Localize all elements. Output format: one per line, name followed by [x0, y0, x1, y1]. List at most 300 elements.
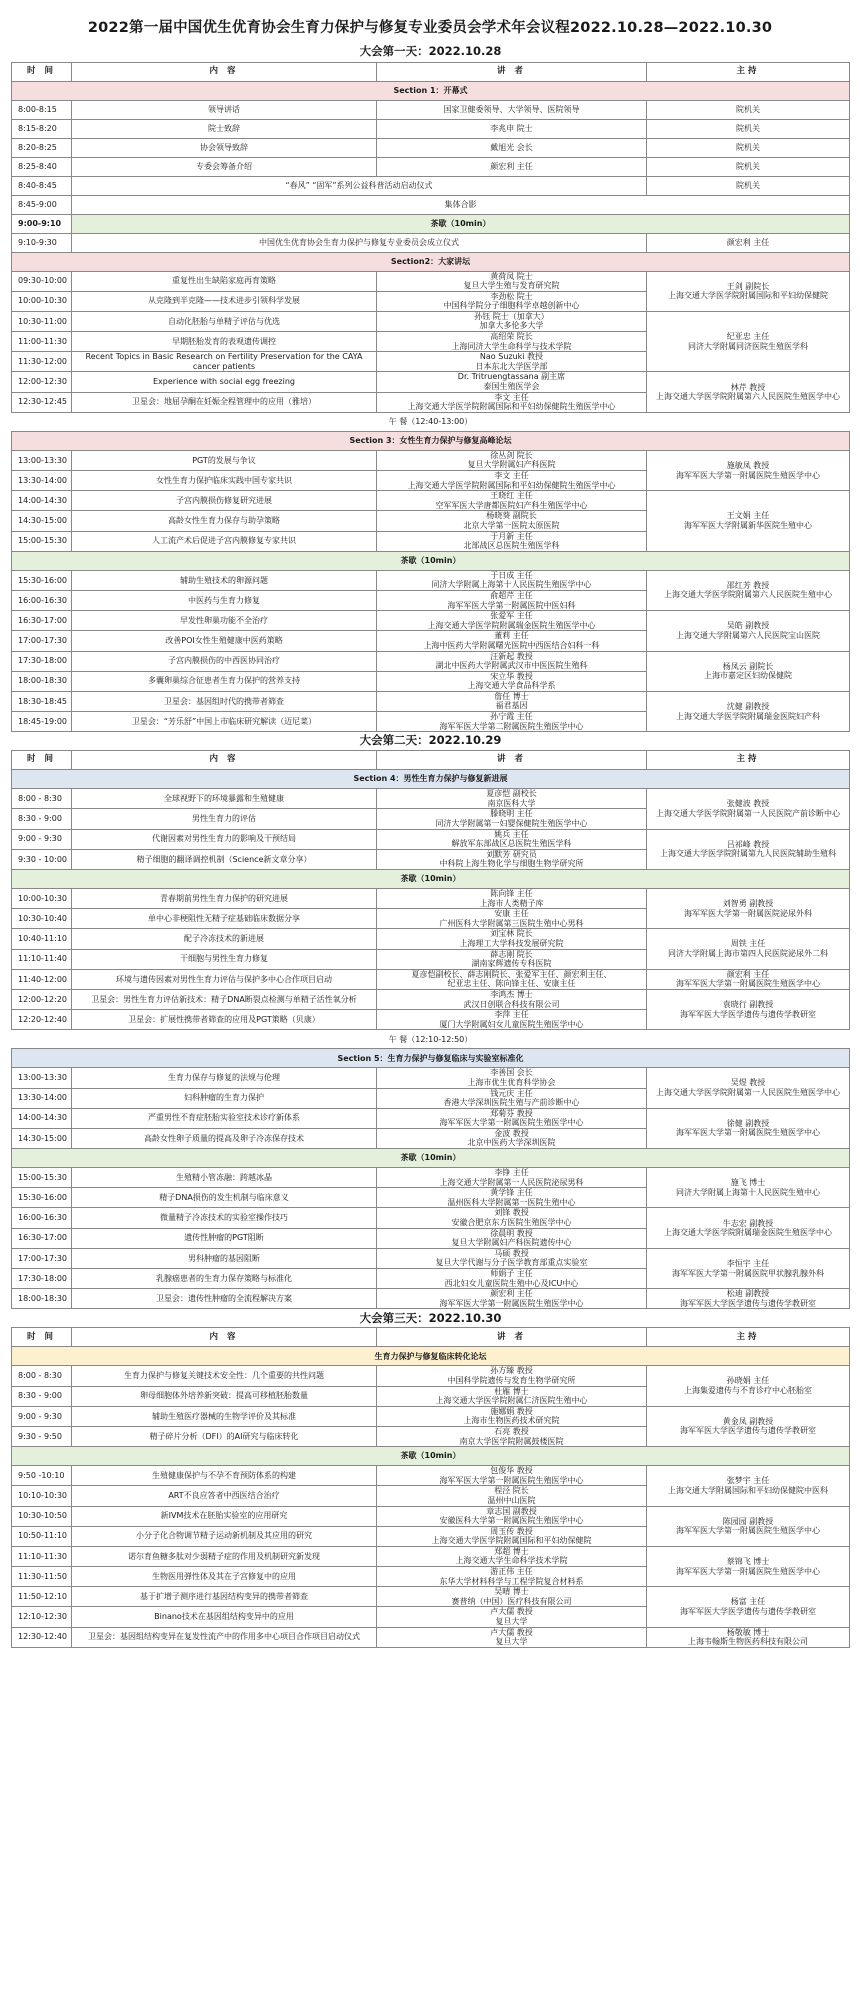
section-title: Section 4：男性生育力保护与修复新进展 — [12, 770, 850, 789]
header-row — [12, 62, 850, 81]
section-row — [12, 1149, 850, 1168]
time-cell: 9:30 - 10:00 — [12, 849, 72, 869]
session-content: 代谢因素对男性生育力的影响及干预结局 — [72, 829, 377, 849]
speaker-cell: 于日成 主任 同济大学附属上海第十人民医院生殖医学中心 — [377, 570, 647, 590]
time-cell: 9:00 - 9:30 — [12, 829, 72, 849]
speaker-cell: 刘锋 教授 安徽合肥京东方医院生殖医学中心 — [377, 1208, 647, 1228]
time-cell: 15:00-15:30 — [12, 1168, 72, 1188]
section-title: 茶歇（10min） — [12, 1447, 850, 1466]
session-content: 高龄女性卵子质量的提高及卵子冷冻保存技术 — [72, 1128, 377, 1148]
host-cell: 牛志宏 副教授 上海交通大学医学院附属瑞金医院生殖医学中心 — [647, 1208, 850, 1248]
header-speaker: 讲 者 — [377, 1328, 647, 1347]
speaker-cell: 张爱军 主任 上海交通大学医学院附属瑞金医院生殖医学中心 — [377, 611, 647, 631]
time-cell: 13:00-13:30 — [12, 1068, 72, 1088]
day-title: 大会第一天：2022.10.28 — [12, 43, 850, 62]
time-cell: 8:30 - 9:00 — [12, 1386, 72, 1406]
speaker-cell: 马硕 教授 复旦大学代谢与分子医学教育部重点实验室 — [377, 1248, 647, 1268]
session-content: 早期胚胎发育的表观遗传调控 — [72, 332, 377, 352]
time-cell: 13:30-14:00 — [12, 471, 72, 491]
speaker-cell: 李文 主任 上海交通大学医学院附属国际和平妇幼保健院生殖医学中心 — [377, 471, 647, 491]
time-cell: 16:30-17:00 — [12, 611, 72, 631]
section-row — [12, 1347, 850, 1366]
session-content: 辅助生殖技术的卵源问题 — [72, 570, 377, 590]
speaker-cell: 宋立华 教授 上海交通大学食品科学系 — [377, 671, 647, 691]
host-cell: 蔡锦飞 博士 海军军医大学第一附属医院生殖医学中心 — [647, 1546, 850, 1586]
host-cell: 张梦宇 主任 上海交通大学附属国际和平妇幼保健院中医科 — [647, 1466, 850, 1506]
header-time: 时 间 — [12, 1328, 72, 1347]
session-content: 子宫内膜损伤的中西医协同治疗 — [72, 651, 377, 671]
session-content: 专委会筹备介绍 — [72, 157, 377, 176]
section-title: Section 3：女性生育力保护与修复高峰论坛 — [12, 431, 850, 450]
host-cell: 院机关 — [647, 138, 850, 157]
speaker-cell: 石亮 教授 南京大学医学院附属鼓楼医院 — [377, 1426, 647, 1446]
speaker-cell: 李萍 主任 厦门大学附属妇女儿童医院生殖医学中心 — [377, 1010, 647, 1030]
header-content: 内 容 — [72, 1328, 377, 1347]
day-row — [12, 1309, 850, 1328]
time-cell: 12:00-12:30 — [12, 372, 72, 392]
session-row — [12, 176, 850, 195]
time-cell: 10:30-10:50 — [12, 1506, 72, 1526]
time-cell: 14:00-14:30 — [12, 1108, 72, 1128]
lunch-break: 午 餐（12:40-13:00） — [12, 412, 850, 431]
session-content: Experience with social egg freezing — [72, 372, 377, 392]
time-cell: 11:30-11:50 — [12, 1567, 72, 1587]
session-row — [12, 611, 850, 631]
time-cell: 10:00-10:30 — [12, 291, 72, 311]
session-content: 男性生育力的评估 — [72, 809, 377, 829]
section-title: 茶歇（10min） — [12, 551, 850, 570]
section-row — [12, 1447, 850, 1466]
header-host: 主持 — [647, 1328, 850, 1347]
session-row — [12, 195, 850, 214]
time-cell: 17:00-17:30 — [12, 1248, 72, 1268]
section-row — [12, 870, 850, 889]
session-row — [12, 1466, 850, 1486]
session-content: 小分子化合物调节精子运动新机制及其应用的研究 — [72, 1526, 377, 1546]
session-content: 中医药与生育力修复 — [72, 590, 377, 610]
session-content: 生育力保护与修复关键技术安全性：几个重要的共性问题 — [72, 1366, 377, 1386]
time-cell: 9:00 - 9:30 — [12, 1406, 72, 1426]
host-cell: 纪亚忠 主任 同济大学附属同济医院生殖医学科 — [647, 311, 850, 372]
time-cell: 15:00-15:30 — [12, 531, 72, 551]
session-content: 早发性卵巢功能不全治疗 — [72, 611, 377, 631]
time-cell: 10:30-10:40 — [12, 909, 72, 929]
time-cell: 15:30-16:00 — [12, 1188, 72, 1208]
session-row — [12, 311, 850, 331]
session-content: 生物医用弹性体及其在子宫修复中的应用 — [72, 1567, 377, 1587]
time-cell: 9:30 - 9:50 — [12, 1426, 72, 1446]
speaker-cell: 徐丛剑 院长 复旦大学附属妇产科医院 — [377, 450, 647, 470]
header-row — [12, 751, 850, 770]
session-content: 卫星会：基因组结构变异在复发性流产中的作用多中心项目合作项目启动仪式 — [72, 1627, 377, 1647]
session-content: 精子细胞的翻译调控机制（Science新文章分享） — [72, 849, 377, 869]
host-cell: 杨敬敏 博士 上海韦翰斯生物医药科技有限公司 — [647, 1627, 850, 1647]
agenda-table — [11, 43, 850, 1648]
time-cell: 10:00-10:30 — [12, 889, 72, 909]
host-cell: 院机关 — [647, 157, 850, 176]
session-content: 自动化胚胎与单精子评估与优选 — [72, 311, 377, 331]
speaker-cell: 安康 主任 广州医科大学附属第三医院生殖中心男科 — [377, 909, 647, 929]
speaker-cell: 李铮 主任 上海交通大学附属第一人民医院泌尿男科 — [377, 1168, 647, 1188]
session-content: 辅助生殖医疗器械的生物学评价及其标准 — [72, 1406, 377, 1426]
time-cell: 11:30-12:00 — [12, 352, 72, 372]
speaker-cell: 钱元庆 主任 香港大学深圳医院生殖与产前诊断中心 — [377, 1088, 647, 1108]
host-cell: 陈园园 副教授 海军军医大学第一附属医院生殖医学中心 — [647, 1506, 850, 1546]
lunch-row — [12, 412, 850, 431]
session-content: “春风” “固军”系列公益科普活动启动仪式 — [72, 176, 647, 195]
session-content: 卫星会：男性生育力评估新技术：精子DNA断裂点检测与单精子活性氧分析 — [72, 989, 377, 1009]
host-cell: 徐健 副教授 海军军医大学第一附属医院生殖医学中心 — [647, 1108, 850, 1148]
session-content: 单中心非梗阻性无精子症基础临床数据分享 — [72, 909, 377, 929]
session-content: 协会领导致辞 — [72, 138, 377, 157]
speaker-cell: 孙宁霞 主任 海军军医大学第二附属医院生殖医学中心 — [377, 712, 647, 732]
session-row — [12, 1108, 850, 1128]
session-content: 新IVM技术在胚胎实验室的应用研究 — [72, 1506, 377, 1526]
speaker-cell: 颜宏利 主任 海军军医大学第一附属医院生殖医学中心 — [377, 1289, 647, 1309]
time-cell: 18:30-18:45 — [12, 691, 72, 711]
time-cell: 09:30-10:00 — [12, 271, 72, 291]
session-content: 子宫内膜损伤修复研究进展 — [72, 491, 377, 511]
speaker-cell: 滕晓明 主任 同济大学附属第一妇婴保健院生殖医学中心 — [377, 809, 647, 829]
section-row — [12, 431, 850, 450]
speaker-cell: 颜宏利 主任 — [377, 157, 647, 176]
session-content: 基于扩增子测序进行基因结构变异的携带者筛查 — [72, 1587, 377, 1607]
time-cell: 9:00-9:10 — [12, 214, 72, 233]
session-content: 卫星会：扩展性携带者筛查的应用及PGT策略（贝康） — [72, 1010, 377, 1030]
host-cell: 吕祁峰 教授 上海交通大学医学院附属第九人民医院辅助生殖科 — [647, 829, 850, 869]
speaker-cell: 夏彦恺 副校长 南京医科大学 — [377, 789, 647, 809]
host-cell: 施敏凤 教授 海军军医大学第一附属医院生殖医学中心 — [647, 450, 850, 490]
lunch-row — [12, 1030, 850, 1049]
session-content: 青春期前男性生育力保护的研究进展 — [72, 889, 377, 909]
speaker-cell: 卢大儒 教授 复旦大学 — [377, 1607, 647, 1627]
session-content: 生育力保存与修复的法规与伦理 — [72, 1068, 377, 1088]
session-row — [12, 1366, 850, 1386]
session-content: 院士致辞 — [72, 119, 377, 138]
host-cell: 院机关 — [647, 100, 850, 119]
session-content: 生殖健康保护与不孕不育预防体系的构建 — [72, 1466, 377, 1486]
header-content: 内 容 — [72, 62, 377, 81]
session-content: 配子冷冻技术的新进展 — [72, 929, 377, 949]
speaker-cell: 卢大儒 教授 复旦大学 — [377, 1627, 647, 1647]
header-host: 主持 — [647, 62, 850, 81]
host-cell: 颜宏利 主任 — [647, 233, 850, 252]
session-row — [12, 1068, 850, 1088]
speaker-cell: 郑超 博士 上海交通大学生命科学技术学院 — [377, 1546, 647, 1566]
speaker-cell: 俞超芹 主任 海军军医大学第一附属医院中医妇科 — [377, 590, 647, 610]
speaker-cell: 李善国 会长 上海市优生优育科学协会 — [377, 1068, 647, 1088]
header-time: 时 间 — [12, 62, 72, 81]
speaker-cell: 戴旭光 会长 — [377, 138, 647, 157]
time-cell: 8:00 - 8:30 — [12, 789, 72, 809]
time-cell: 11:40-12:00 — [12, 969, 72, 989]
time-cell: 11:00-11:30 — [12, 332, 72, 352]
speaker-cell: 汪新起 教授 湖北中医药大学附属武汉市中医医院生殖科 — [377, 651, 647, 671]
speaker-cell: 郑菊芬 教授 海军军医大学第一附属医院生殖医学中心 — [377, 1108, 647, 1128]
session-row — [12, 651, 850, 671]
session-content: PGT的发展与争议 — [72, 450, 377, 470]
speaker-cell: 师娟子 主任 西北妇女儿童医院生殖中心及ICU中心 — [377, 1269, 647, 1289]
time-cell: 14:30-15:00 — [12, 1128, 72, 1148]
session-content: 中国优生优育协会生育力保护与修复专业委员会成立仪式 — [72, 233, 647, 252]
speaker-cell: 包俊华 教授 海军军医大学第一附属医院生殖医学中心 — [377, 1466, 647, 1486]
host-cell: 颜宏利 主任 海军军医大学第一附属医院生殖医学中心 — [647, 969, 850, 989]
speaker-cell: 姚兵 主任 解放军东部战区总医院生殖医学科 — [377, 829, 647, 849]
session-content: 多囊卵巢综合征患者生育力保护的营养支持 — [72, 671, 377, 691]
speaker-cell: 高绍荣 院长 上海同济大学生命科学与技术学院 — [377, 332, 647, 352]
section-row — [12, 770, 850, 789]
session-content: ART不良应答者中西医结合治疗 — [72, 1486, 377, 1506]
host-cell: 周铁 主任 同济大学附属上海市第四人民医院泌尿外二科 — [647, 929, 850, 969]
session-row — [12, 570, 850, 590]
host-cell: 院机关 — [647, 176, 850, 195]
header-host: 主持 — [647, 751, 850, 770]
time-cell: 11:10-11:30 — [12, 1546, 72, 1566]
host-cell: 施飞 博士 同济大学附属上海第十人民医院生殖中心 — [647, 1168, 850, 1208]
speaker-cell: 黄荷凤 院士 复旦大学生殖与发育研究院 — [377, 271, 647, 291]
session-row — [12, 100, 850, 119]
session-content: 卵母细胞体外培养新突破：提高可移植胚胎数量 — [72, 1386, 377, 1406]
session-row — [12, 1168, 850, 1188]
speaker-cell: 薛志刚 院长 湖南家辉遗传专科医院 — [377, 949, 647, 969]
section-row — [12, 252, 850, 271]
session-content: 男科肿瘤的基因阻断 — [72, 1248, 377, 1268]
session-row — [12, 1587, 850, 1607]
time-cell: 8:25-8:40 — [12, 157, 72, 176]
speaker-cell: 于月新 主任 北部战区总医院生殖医学科 — [377, 531, 647, 551]
session-content: 领导讲话 — [72, 100, 377, 119]
session-row — [12, 929, 850, 949]
speaker-cell: 李劲松 院士 中国科学院分子细胞科学卓越创新中心 — [377, 291, 647, 311]
session-row — [12, 829, 850, 849]
time-cell: 16:00-16:30 — [12, 590, 72, 610]
time-cell: 18:00-18:30 — [12, 671, 72, 691]
session-row — [12, 119, 850, 138]
session-content: 微量精子冷冻技术的实验室操作技巧 — [72, 1208, 377, 1228]
session-row — [12, 989, 850, 1009]
session-row — [12, 491, 850, 511]
lunch-break: 午 餐（12:10-12:50） — [12, 1030, 850, 1049]
time-cell: 12:10-12:30 — [12, 1607, 72, 1627]
session-content: 全球视野下的环境暴露和生殖健康 — [72, 789, 377, 809]
speaker-cell: 杜雁 博士 上海交通大学医学院附属仁济医院生殖中心 — [377, 1386, 647, 1406]
host-cell: 松迪 副教授 海军军医大学医学遗传与遗传学教研室 — [647, 1289, 850, 1309]
session-content: 人工流产术后促进子宫内膜修复专家共识 — [72, 531, 377, 551]
host-cell: 王文娟 主任 海军军医大学附属新华医院生殖中心 — [647, 491, 850, 552]
time-cell: 9:50 -10:10 — [12, 1466, 72, 1486]
host-cell: 王剑 副院长 上海交通大学医学院附属国际和平妇幼保健院 — [647, 271, 850, 311]
section-title: 茶歇（10min） — [12, 1149, 850, 1168]
document-title: 2022第一届中国优生优育协会生育力保护与修复专业委员会学术年会议程2022.10.28—2022.10.30 — [87, 20, 773, 36]
time-cell: 17:30-18:00 — [12, 651, 72, 671]
host-cell: 张健波 教授 上海交通大学医学院附属第一人民医院产前诊断中心 — [647, 789, 850, 829]
session-row — [12, 450, 850, 470]
speaker-cell: 黄学锋 主任 温州医科大学附属第一医院生殖中心 — [377, 1188, 647, 1208]
time-cell: 12:00-12:20 — [12, 989, 72, 1009]
time-cell: 18:45-19:00 — [12, 712, 72, 732]
time-cell: 10:50-11:10 — [12, 1526, 72, 1546]
session-content: 生殖精小管冻融：跨越冰晶 — [72, 1168, 377, 1188]
time-cell: 15:30-16:00 — [12, 570, 72, 590]
session-row — [12, 789, 850, 809]
session-content: 卫星会：遗传性肿瘤的全流程解决方案 — [72, 1289, 377, 1309]
session-row — [12, 1208, 850, 1228]
host-cell: 邵红芳 教授 上海交通大学医学院附属第六人民医院生殖中心 — [647, 570, 850, 610]
speaker-cell: 金波 教授 北京中医药大学深圳医院 — [377, 1128, 647, 1148]
section-row — [12, 81, 850, 100]
header-speaker: 讲 者 — [377, 751, 647, 770]
time-cell: 8:40-8:45 — [12, 176, 72, 195]
speaker-cell: 王晓红 主任 空军军医大学唐都医院妇产科生殖医学中心 — [377, 491, 647, 511]
speaker-cell: 吴晴 博士 赛普纳（中国）医疗科技有限公司 — [377, 1587, 647, 1607]
host-cell: 吴煜 教授 上海交通大学医学院附属第一人民医院生殖医学中心 — [647, 1068, 850, 1108]
speaker-cell: 李文 主任 上海交通大学医学院附属国际和平妇幼保健院生殖医学中心 — [377, 392, 647, 412]
session-content: 严重男性不育症胚胎实验室技术诊疗新体系 — [72, 1108, 377, 1128]
speaker-cell: 国家卫健委领导、大学领导、医院领导 — [377, 100, 647, 119]
agenda-tables — [11, 43, 849, 1648]
time-cell: 10:10-10:30 — [12, 1486, 72, 1506]
day-row — [12, 43, 850, 62]
session-row — [12, 1406, 850, 1426]
session-row — [12, 1627, 850, 1647]
session-content: 妇科肿瘤的生育力保护 — [72, 1088, 377, 1108]
speaker-cell: 程泾 院长 温州中山医院 — [377, 1486, 647, 1506]
session-content: 女性生育力保护临床实践中国专家共识 — [72, 471, 377, 491]
session-content: Recent Topics in Basic Research on Fertility Preservation for the CAYA cancer patients — [72, 352, 377, 372]
session-content: 精子碎片分析（DFI）的AI研究与临床转化 — [72, 1426, 377, 1446]
session-row — [12, 969, 850, 989]
speaker-cell: 李鸿杰 博士 武汉日创联合科技有限公司 — [377, 989, 647, 1009]
speaker-cell: Nao Suzuki 教授 日本东北大学医学部 — [377, 352, 647, 372]
host-cell: 院机关 — [647, 119, 850, 138]
host-cell: 刘智勇 副教授 海军军医大学第一附属医院泌尿外科 — [647, 889, 850, 929]
section-title: 茶歇（10min） — [72, 214, 850, 233]
session-content: 卫星会：地屈孕酮在妊娠全程管理中的应用（雅培） — [72, 392, 377, 412]
time-cell: 13:30-14:00 — [12, 1088, 72, 1108]
session-row — [12, 1506, 850, 1526]
host-cell: 袁晓行 副教授 海军军医大学医学遗传与遗传学教研室 — [647, 989, 850, 1029]
time-cell: 17:00-17:30 — [12, 631, 72, 651]
section-title: 生育力保护与修复临床转化论坛 — [12, 1347, 850, 1366]
session-row — [12, 889, 850, 909]
time-cell: 8:30 - 9:00 — [12, 809, 72, 829]
speaker-cell: Dr. Tritruengtassana 副主席 泰国生殖医学会 — [377, 372, 647, 392]
session-content: 高龄女性生育力保存与助孕策略 — [72, 511, 377, 531]
session-content: 卫星会：“芳乐舒”中国上市临床研究解读（迈尼菜） — [72, 712, 377, 732]
speaker-cell: 周玉传 教授 上海交通大学医学院附属国际和平妇幼保健院 — [377, 1526, 647, 1546]
session-content: 诺尔育鱼糖多肽对少弱精子症的作用及机制研究新发现 — [72, 1546, 377, 1566]
day-title: 大会第二天：2022.10.29 — [12, 732, 850, 751]
session-row — [12, 271, 850, 291]
header-time: 时 间 — [12, 751, 72, 770]
speaker-cell: 夏彦恺副校长、薛志刚院长、张爱军主任、颜宏利主任、 纪亚忠主任、陈向锋主任、安康主任 — [377, 969, 647, 989]
speaker-cell: 徐晨明 教授 复旦大学附属妇产科医院遗传中心 — [377, 1228, 647, 1248]
session-content: 重复性出生缺陷家庭再育策略 — [72, 271, 377, 291]
time-cell: 14:30-15:00 — [12, 511, 72, 531]
speaker-cell: 詹任 博士 福君基因 — [377, 691, 647, 711]
section-row — [12, 214, 850, 233]
speaker-cell: 陈向锋 主任 上海市人类精子库 — [377, 889, 647, 909]
speaker-cell: 董莉 主任 上海中医药大学附属曙光医院中西医结合妇科一科 — [377, 631, 647, 651]
session-content: 乳腺癌患者的生育力保存策略与标准化 — [72, 1269, 377, 1289]
speaker-cell: 施娜娟 教授 上海市生物医药技术研究院 — [377, 1406, 647, 1426]
time-cell: 9:10-9:30 — [12, 233, 72, 252]
session-row — [12, 372, 850, 392]
speaker-cell: 杨晓葵 副院长 北京大学第一医院太原医院 — [377, 511, 647, 531]
time-cell: 12:30-12:40 — [12, 1627, 72, 1647]
time-cell: 8:20-8:25 — [12, 138, 72, 157]
session-row — [12, 1289, 850, 1309]
time-cell: 12:30-12:45 — [12, 392, 72, 412]
header-content: 内 容 — [72, 751, 377, 770]
session-content: 环境与遗传因素对男性生育力评估与保护多中心合作项目启动 — [72, 969, 377, 989]
speaker-cell: 刘默芳 研究员 中科院上海生物化学与细胞生物学研究所 — [377, 849, 647, 869]
speaker-cell: 刘宝林 院长 上海理工大学科技发展研究院 — [377, 929, 647, 949]
host-cell: 杨凤云 副院长 上海市嘉定区妇幼保健院 — [647, 651, 850, 691]
host-cell: 黄金凤 副教授 海军军医大学医学遗传与遗传学教研室 — [647, 1406, 850, 1446]
session-content: 精子DNA损伤的发生机制与临床意义 — [72, 1188, 377, 1208]
section-title: Section2：大家讲坛 — [12, 252, 850, 271]
session-content: 从克隆到半克隆——技术进步引领科学发展 — [72, 291, 377, 311]
section-row — [12, 551, 850, 570]
speaker-cell: 游正伟 主任 东华大学材料科学与工程学院复合材料系 — [377, 1567, 647, 1587]
time-cell: 16:30-17:00 — [12, 1228, 72, 1248]
host-cell: 李恒宇 主任 海军军医大学第一附属医院甲状腺乳腺外科 — [647, 1248, 850, 1288]
host-cell: 孙晓娟 主任 上海集爱遗传与不育诊疗中心胚胎室 — [647, 1366, 850, 1406]
time-cell: 17:30-18:00 — [12, 1269, 72, 1289]
time-cell: 13:00-13:30 — [12, 450, 72, 470]
time-cell: 14:00-14:30 — [12, 491, 72, 511]
time-cell: 11:50-12:10 — [12, 1587, 72, 1607]
speaker-cell: 孙方臻 教授 中国科学院遗传与发育生物学研究所 — [377, 1366, 647, 1386]
time-cell: 8:15-8:20 — [12, 119, 72, 138]
host-cell: 沈健 副教授 上海交通大学医学院附属瑞金医院妇产科 — [647, 691, 850, 731]
speaker-cell: 李兆申 院士 — [377, 119, 647, 138]
session-row — [12, 138, 850, 157]
time-cell: 10:40-11:10 — [12, 929, 72, 949]
section-title: Section 5：生育力保护与修复临床与实验室标准化 — [12, 1049, 850, 1068]
session-row — [12, 1546, 850, 1566]
time-cell: 10:30-11:00 — [12, 311, 72, 331]
host-cell: 林芹 教授 上海交通大学医学院附属第六人民医院生殖医学中心 — [647, 372, 850, 412]
session-content: 改善POI女性生殖健康中医药策略 — [72, 631, 377, 651]
time-cell: 8:00-8:15 — [12, 100, 72, 119]
time-cell: 11:10-11:40 — [12, 949, 72, 969]
section-title: 茶歇（10min） — [12, 870, 850, 889]
day-row — [12, 732, 850, 751]
time-cell: 16:00-16:30 — [12, 1208, 72, 1228]
session-content: 集体合影 — [72, 195, 850, 214]
header-speaker: 讲 者 — [377, 62, 647, 81]
header-row — [12, 1328, 850, 1347]
day-title: 大会第三天：2022.10.30 — [12, 1309, 850, 1328]
host-cell: 吴皓 副教授 上海交通大学附属第六人民医院宝山医院 — [647, 611, 850, 651]
section-row — [12, 1049, 850, 1068]
session-content: Binano技术在基因组结构变异中的应用 — [72, 1607, 377, 1627]
session-row — [12, 691, 850, 711]
session-row — [12, 233, 850, 252]
speaker-cell: 章志国 副教授 安徽医科大学第一附属医院生殖医学中心 — [377, 1506, 647, 1526]
host-cell: 杨富 主任 海军军医大学医学遗传与遗传学教研室 — [647, 1587, 850, 1627]
time-cell: 12:20-12:40 — [12, 1010, 72, 1030]
time-cell: 18:00-18:30 — [12, 1289, 72, 1309]
session-row — [12, 1248, 850, 1268]
session-content: 卫星会：基因组时代的携带者筛查 — [72, 691, 377, 711]
session-row — [12, 157, 850, 176]
session-content: 干细胞与男性生育力修复 — [72, 949, 377, 969]
speaker-cell: 孙钰 院士（加拿大） 加拿大多伦多大学 — [377, 311, 647, 331]
session-content: 遗传性肿瘤的PGT阻断 — [72, 1228, 377, 1248]
